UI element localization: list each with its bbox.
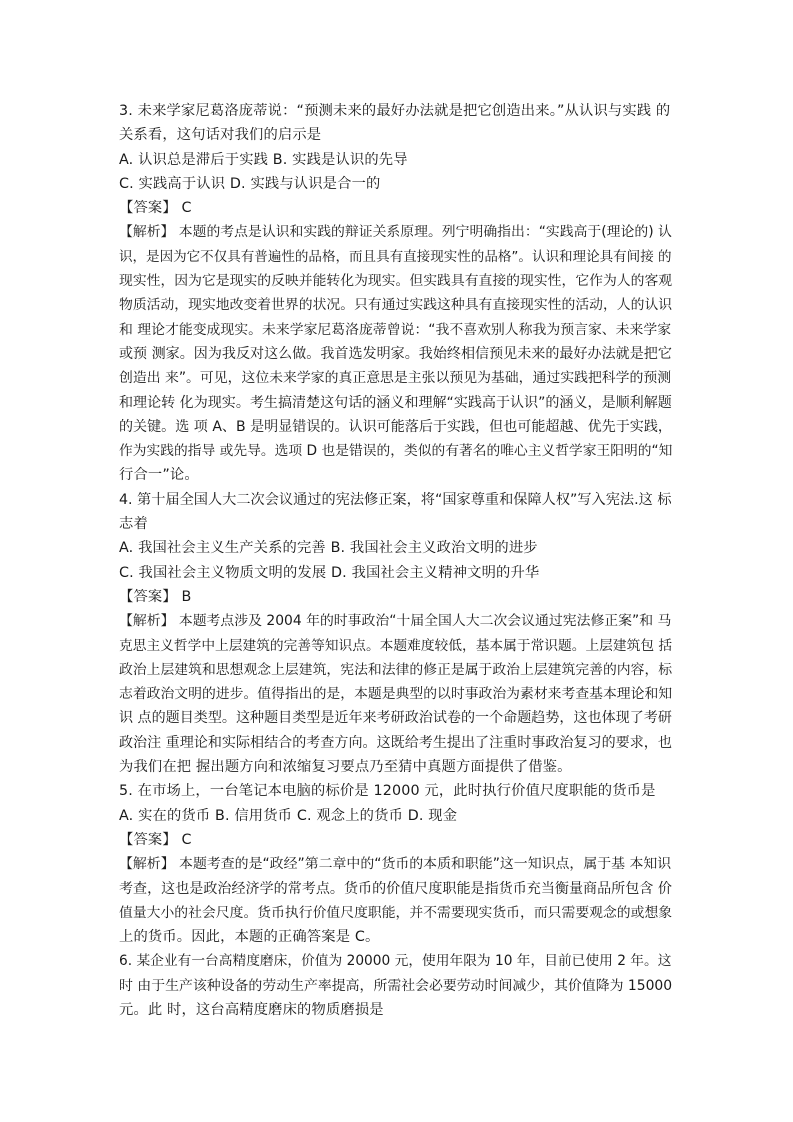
text-line: 时 由于生产该种设备的劳动生产率提高，所需社会必要劳动时间减少，其价值降为 15000	[119, 977, 673, 994]
text-line: C. 实践高于认识 D. 实践与认识是合一的	[119, 175, 381, 192]
text-line: C. 我国社会主义物质文明的发展 D. 我国社会主义精神文明的升华	[119, 564, 540, 581]
text-line: 6. 某企业有一台高精度磨床，价值为 20000 元，使用年限为 10 年，目前已使用 2 年。这	[119, 953, 672, 970]
text-line: 【解析】 本题的考点是认识和实践的辩证关系原理。列宁明确指出：“实践高于(理论的) 认	[119, 224, 672, 241]
text-line: A. 实在的货币 B. 信用货币 C. 观念上的货币 D. 现金	[119, 807, 458, 824]
text-line: 【答案】 B	[119, 588, 192, 605]
text-line: 5. 在市场上，一台笔记本电脑的标价是 12000 元，此时执行价值尺度职能的货币是	[119, 783, 656, 800]
text-line: 【解析】 本题考点涉及 2004 年的时事政治“十届全国人大二次会议通过宪法修正案”和 马	[119, 613, 672, 630]
text-line: 考查，这也是政治经济学的常考点。货币的价值尺度职能是指货币充当衡量商品所包含 价	[119, 880, 672, 897]
text-line: A. 认识总是滞后于实践 B. 实践是认识的先导	[119, 151, 408, 168]
text-line: 克思主义哲学中上层建筑的完善等知识点。本题难度较低，基本属于常识题。上层建筑包 括	[119, 637, 673, 654]
text-line: 上的货币。因此，本题的正确答案是 C。	[119, 929, 380, 946]
text-line: 的关键。选 项 A、B 是明显错误的。认识可能落后于实践，但也可能超越、优先于实践，	[119, 418, 672, 435]
text-line: A. 我国社会主义生产关系的完善 B. 我国社会主义政治文明的进步	[119, 540, 538, 557]
text-line: 元。此 时，这台高精度磨床的物质磨损是	[119, 1001, 384, 1018]
text-line: 志着	[119, 516, 148, 533]
text-line: 【答案】 C	[119, 200, 192, 217]
text-line: 作为实践的指导 或先导。选项 D 也是错误的，类似的有著名的唯心主义哲学家王阳明的“知	[119, 443, 673, 460]
text-line: 【解析】 本题考查的是“政经”第二章中的“货币的本质和职能”这一知识点，属于基 本知识	[119, 856, 672, 873]
text-line: 现实性，因为它是现实的反映并能转化为现实。但实践具有直接的现实性，它作为人的客观	[119, 273, 673, 290]
text-line: 识，是因为它不仅具有普遍性的品格，而且具有直接现实性的品格”。认识和理论具有间接 的	[119, 248, 672, 265]
text-line: 政治注 重理论和实际相结合的考查方向。这既给考生提出了注重时事政治复习的要求，也	[119, 734, 672, 751]
text-line: 值量大小的社会尺度。货币执行价值尺度职能，并不需要现实货币，而只需要观念的或想象	[119, 904, 673, 921]
text-line: 政治上层建筑和思想观念上层建筑，宪法和法律的修正是属于政治上层建筑完善的内容，标	[119, 661, 673, 678]
text-line: 行合一”论。	[119, 467, 199, 484]
text-line: 物质活动，现实地改变着世界的状况。只有通过实践这种具有直接现实性的活动，人的认识	[119, 297, 673, 314]
text-line: 4. 第十届全国人大二次会议通过的宪法修正案，将“国家尊重和保障人权”写入宪法.这 标	[119, 491, 672, 508]
text-line: 志着政治文明的进步。值得指出的是，本题是典型的以时事政治为素材来考查基本理论和知	[119, 686, 673, 703]
text-line: 创造出 来”。可见，这位未来学家的真正意思是主张以预见为基础，通过实践把科学的预测	[119, 370, 672, 387]
text-line: 或预 测家。因为我反对这么做。我首选发明家。我始终相信预见未来的最好办法就是把它	[119, 345, 672, 362]
text-line: 为我们在把 握出题方向和浓缩复习要点乃至猜中真题方面提供了借鉴。	[119, 759, 572, 776]
text-line: 【答案】 C	[119, 831, 192, 848]
text-line: 和 理论才能变成现实。未来学家尼葛洛庞蒂曾说：“我不喜欢别人称我为预言家、未来学家	[119, 321, 672, 338]
text-line: 和理论转 化为现实。考生搞清楚这句话的涵义和理解“实践高于认识”的涵义，是顺利解题	[119, 394, 672, 411]
document-page	[119, 99, 675, 1022]
text-line: 识 点的题目类型。这种题目类型是近年来考研政治试卷的一个命题趋势，这也体现了考研	[119, 710, 672, 727]
text-line: 关系看，这句话对我们的启示是	[119, 127, 322, 144]
text-line: 3. 未来学家尼葛洛庞蒂说：“预测未来的最好办法就是把它创造出来。”从认识与实践 的	[119, 103, 671, 119]
